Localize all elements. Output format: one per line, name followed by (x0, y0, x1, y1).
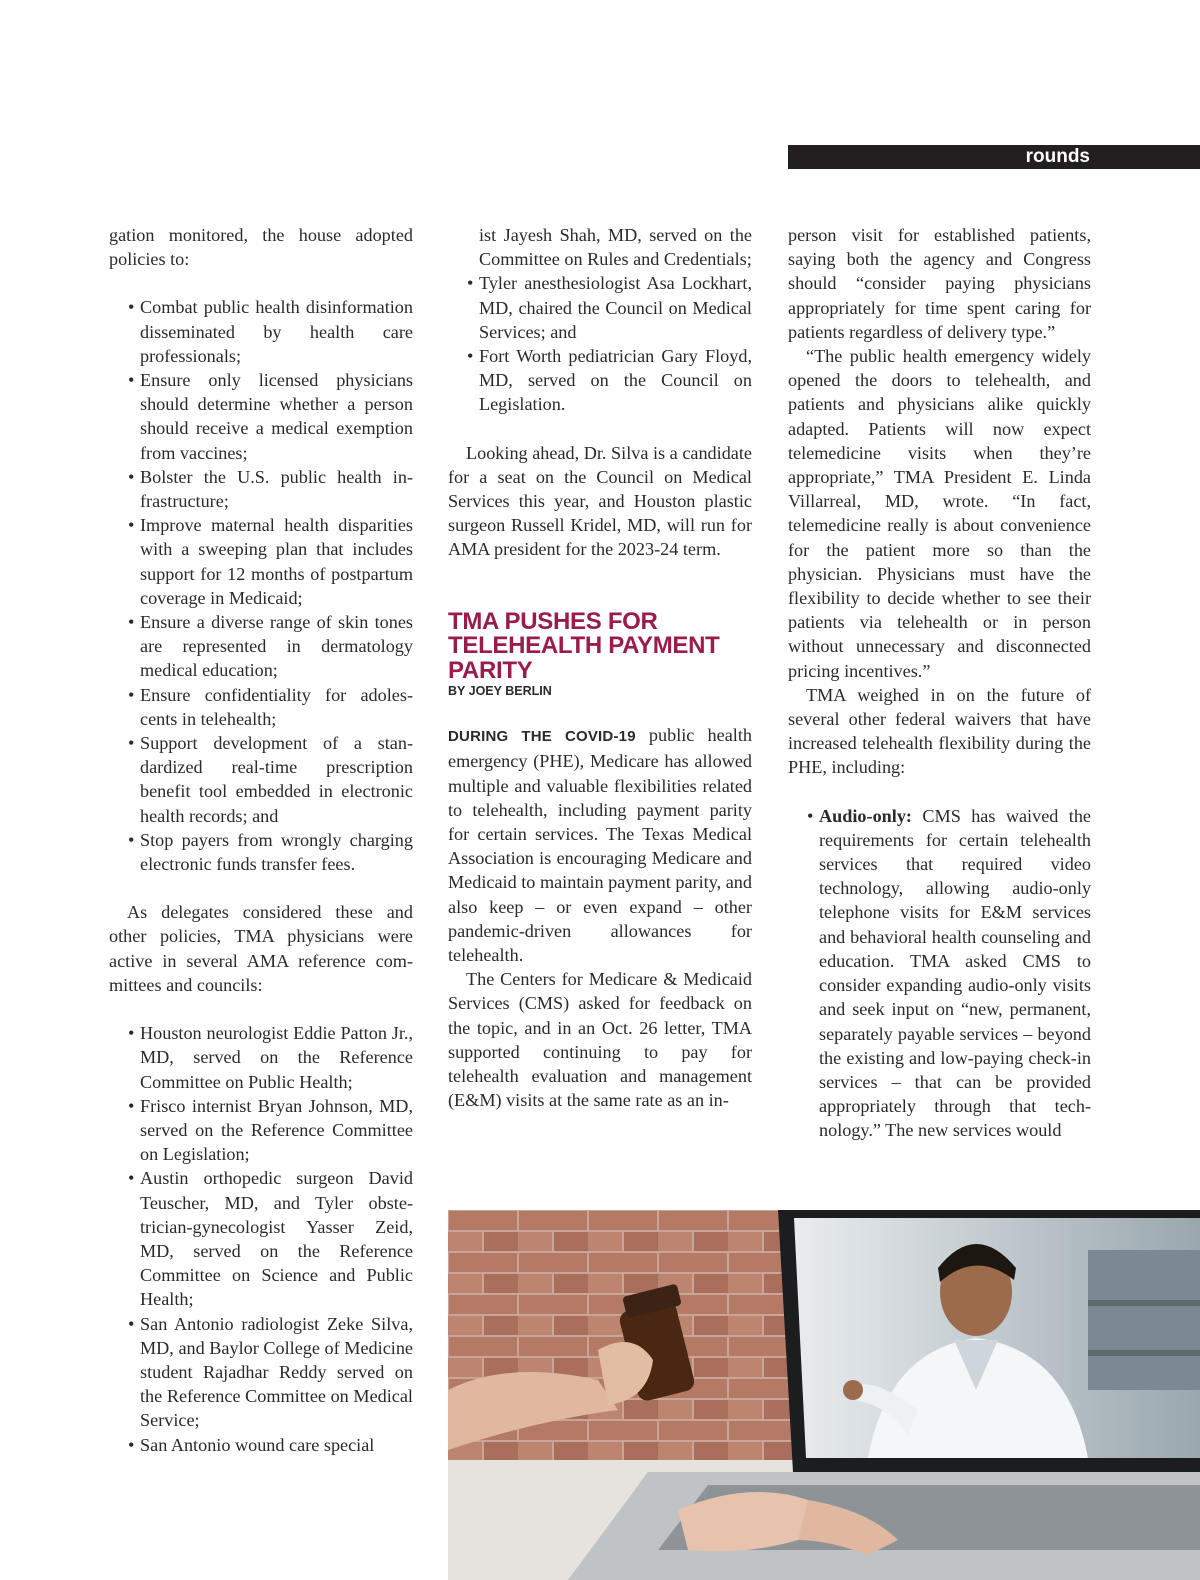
waivers-list (788, 804, 1091, 1143)
list-item: • San Antonio radiologist Zeke Silva, MD, and Baylor College of Medicine student Rajadhar Reddy served on the Reference Committee on Medical Service; (109, 1312, 413, 1433)
telehealth-photo (448, 1210, 1200, 1580)
list-item: • Bolster the U.S. public health infrastructure; (109, 465, 413, 513)
list-item: • Fort Worth pediatrician Gary Floyd, MD, served on the Council on Legislation. (448, 344, 752, 417)
delegates-paragraph: As delegates considered these and other policies, TMA physicians were active in several AMA reference committees and councils: (109, 902, 413, 995)
article-column-1 (109, 223, 413, 1457)
bullet-text: CMS has waived the requirements for certain telehealth services that required video technology, allowing audio-only telephone visits for E&M services and behavioral health counseling and education. TMA asked CMS to consider expanding audio-only visits and seek input on “new, permanent, separately payable services – beyond the existing and low-paying check-in services – that can be provided appropriately through that technology.” The new services would (819, 805, 1091, 1141)
list-item: • Support development of a standardized real-time prescription benefit tool embedded in electronic health records; and (109, 731, 413, 828)
list-item: • Stop payers from wrongly charging electronic funds transfer fees. (109, 828, 413, 876)
list-item: • Frisco internist Bryan Johnson, MD, served on the Reference Committee on Legislation; (109, 1094, 413, 1167)
body-paragraph: person visit for established patients, saying both the agency and Congress should “consider paying physicians appropriately for time spent caring for patients regardless of delivery type.” (788, 225, 1091, 342)
list-item: • Improve maternal health disparities with a sweeping plan that includes support for 12 months of postpartum coverage in Medicaid; (109, 513, 413, 610)
list-item: • Houston neurologist Eddie Patton Jr., MD, served on the Reference Committee on Public Health; (109, 1021, 413, 1094)
list-item: • Ensure only licensed physicians should determine whether a person should receive a medical exemption from vaccines; (109, 368, 413, 465)
members-list (109, 1021, 413, 1457)
list-item: • Combat public health disinformation disseminated by health care professionals; (109, 295, 413, 368)
list-item-continued (448, 223, 752, 271)
section-header-bar (788, 145, 1200, 169)
article-column-3 (788, 223, 1091, 1143)
list-item (788, 804, 1091, 1143)
list-item-continued-text: ist Jayesh Shah, MD, served on the Committee on Rules and Credentials; (479, 225, 752, 270)
article-lead-paragraph (448, 723, 752, 967)
article-column-2 (448, 223, 752, 1112)
list-item: • Austin orthopedic surgeon David Teuscher, MD, and Tyler obstetrician-gynecologist Yasser Zeid, MD, served on the Reference Committee on Science and Public Health; (109, 1166, 413, 1311)
policies-intro: gation monitored, the house adopted policies to: (109, 225, 413, 270)
list-item: • Ensure confidentiality for adolescents in telehealth; (109, 683, 413, 731)
section-label: rounds (1025, 146, 1090, 167)
article-headline: TMA PUSHES FOR TELEHEALTH PAYMENT PARITY (448, 607, 720, 684)
list-item: • Ensure a diverse range of skin tones are represented in dermatology medical education; (109, 610, 413, 683)
members-list-continued (448, 223, 752, 417)
list-item: • Tyler anesthesiologist Asa Lockhart, MD, chaired the Council on Medical Services; and (448, 271, 752, 344)
bullet-label: Audio-only: (819, 805, 912, 826)
cms-paragraph: The Centers for Medicare & Medicaid Services (CMS) asked for feedback on the topic, and in an Oct. 26 letter, TMA supported continuing to pay for telehealth evaluation and management (E&M) visits at the same rate as an in- (448, 969, 752, 1111)
body-paragraph: “The public health emergency widely opened the doors to telehealth, and patients and physicians alike quickly adapted. Patients will now expect telemedicine visits when they’re appropriate,” TMA President E. Linda Villarreal, MD, wrote. “In fact, telemedicine really is about convenience for the patient more so than the physician. Physicians must have the flexibility to decide whether to see their patients via telehealth or in person without unnecessary and disconnected pricing incentives.” (788, 346, 1091, 681)
article-byline: BY JOEY BERLIN (448, 684, 552, 699)
policies-list (109, 295, 413, 876)
body-paragraph: TMA weighed in on the future of several other federal waivers that have increased telehealth flexibility during the PHE, including: (788, 684, 1091, 778)
looking-ahead-paragraph: Looking ahead, Dr. Silva is a candidate for a seat on the Council on Medical Services this year, and Houston plastic surgeon Russell Kridel, MD, will run for AMA president for the 2023-24 term. (448, 442, 752, 560)
lead-in-caps: DURING THE COVID-19 (448, 728, 636, 746)
lead-paragraph-text: public health emergency (PHE), Medicare has allowed multiple and valuable flexibilities related to telehealth, including payment parity for certain services. The Texas Medical Association is encouraging Medicare and Medicaid to maintain payment parity, and also keep – or even expand – other pandemic-driven allowances for telehealth. (448, 725, 752, 965)
list-item: • San Antonio wound care special (109, 1433, 413, 1457)
